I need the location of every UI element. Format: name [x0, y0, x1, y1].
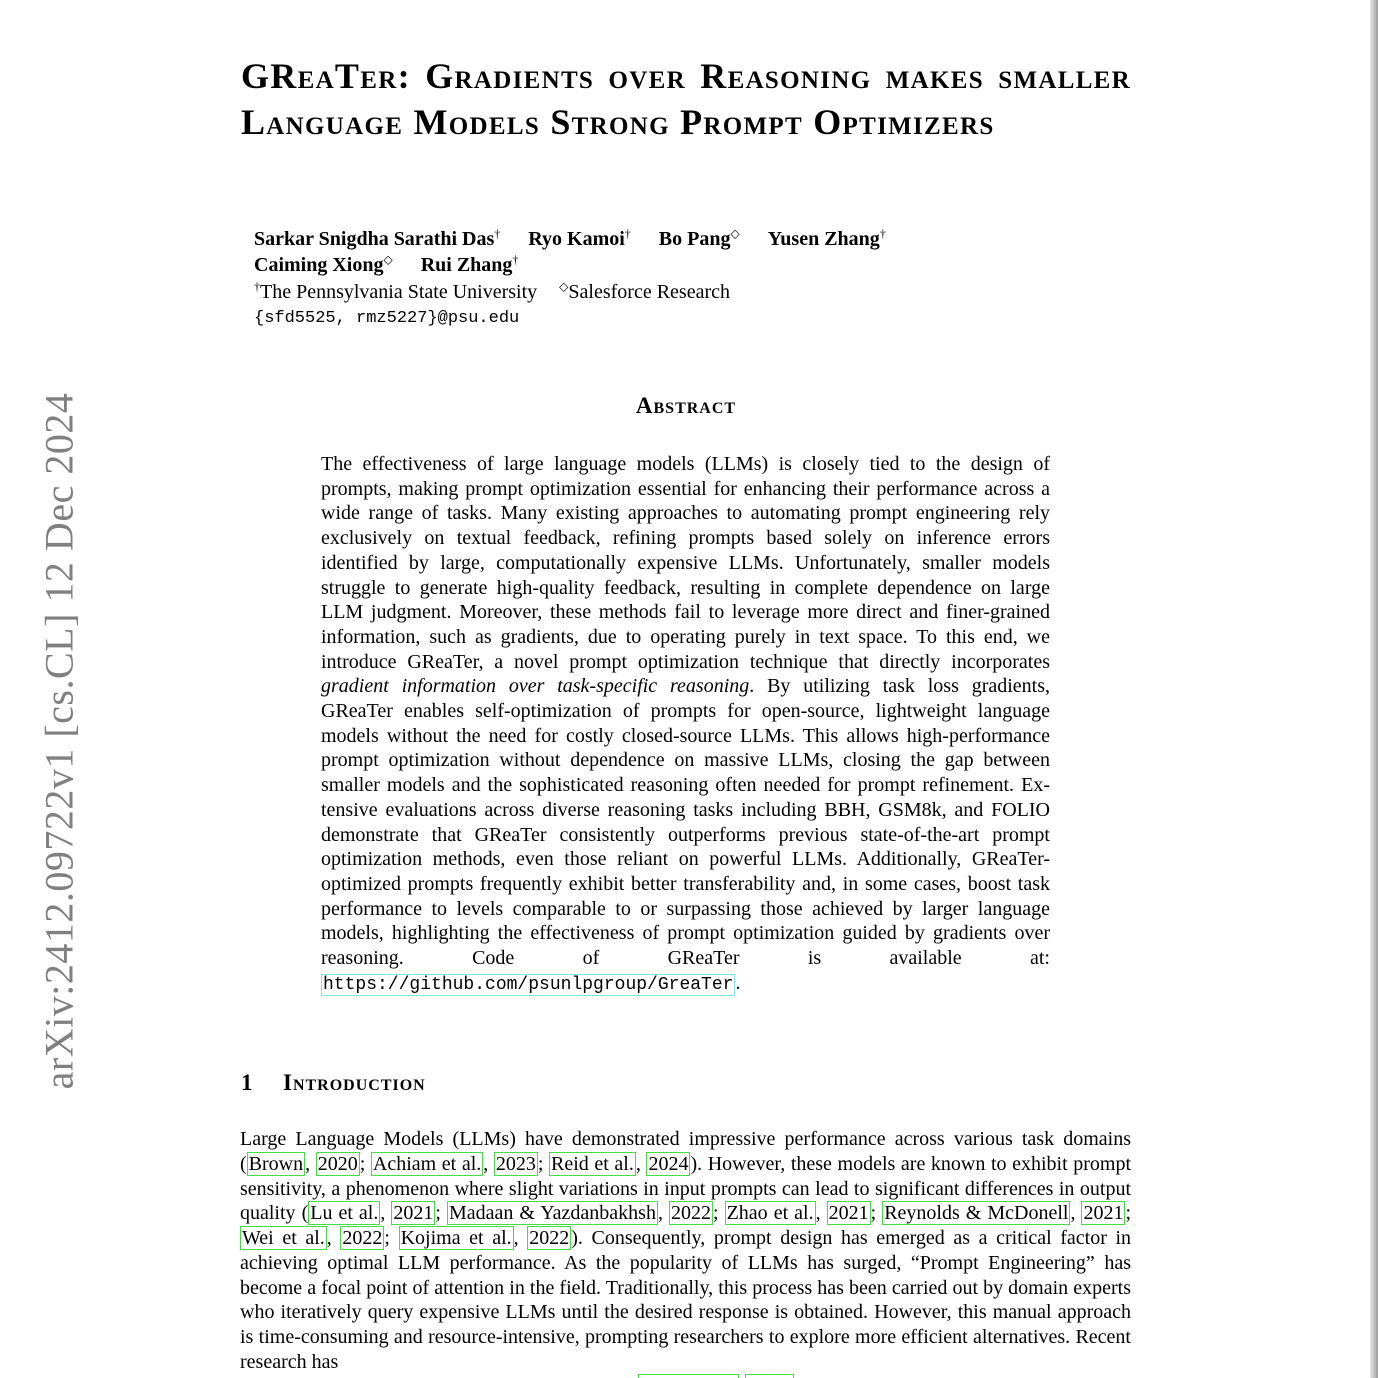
author: Ryo Kamoi† — [528, 226, 631, 250]
citation-link[interactable]: Reynolds & McDonell — [884, 1202, 1069, 1225]
page-right-edge — [1370, 0, 1378, 1378]
code-url-link[interactable]: https://github.com/psunlpgroup/GreaTer — [323, 974, 734, 995]
section-heading-introduction — [241, 1070, 426, 1096]
citation-link[interactable]: 2022 — [529, 1227, 570, 1249]
citation-link[interactable]: Reid et al. — [551, 1152, 634, 1175]
affiliation: The Pennsylvania State University — [260, 281, 538, 303]
section-number: 1 — [241, 1070, 254, 1095]
citation-link[interactable]: 2024 — [648, 1152, 689, 1175]
citation-link[interactable]: Achiam et al. — [372, 1152, 482, 1175]
abstract-emphasis: gradient information over task-specific reasoning — [321, 675, 750, 698]
arxiv-identifier[interactable]: arXiv:2412.09722v1 [cs.CL] 12 Dec 2024 — [36, 392, 82, 1090]
citation-link-clipped[interactable] — [745, 1374, 794, 1378]
clipped-citation-boxes — [0, 1374, 1378, 1378]
introduction-body: Large Language Models (LLMs) have demonstrated impressive performance across various task domains ( Brown , 2020 ; Achiam et al. , 2023 ; Reid et al. , 2024 ). However, these models are known to exhibit prompt sensitivity, a phenomenon where slight variations in input prompts can lead to significant differences in output quality ( Lu et al. , 2021 ; Madaan & Yazdanbakhsh , 2022 ; Zhao et al. , 2021 ; Reynolds & McDonell , 2021 ; Wei et al. , 2022 ; Kojima et al. , 2022 ). Consequently, prompt design has emerged as a critical factor in achieving optimal LLM performance. As the popularity of LLMs has surged, “Prompt Engineering” has become a focal point of attention in the field. Traditionally, this process has been carried out by domain experts who iteratively query expensive LLMs until the desired response is obtained. However, this manual approach is time-consuming and resource-intensive, prompting researchers to explore more efficient alternatives. Recent research has — [240, 1128, 1132, 1373]
citation-link-clipped[interactable] — [638, 1374, 739, 1378]
author: Yusen Zhang† — [767, 226, 886, 250]
abstract-heading: Abstract — [635, 393, 737, 418]
author: Rui Zhang† — [420, 252, 519, 276]
citation-link[interactable]: 2021 — [393, 1202, 434, 1225]
author: Bo Pang◇ — [658, 226, 740, 250]
author: Caiming Xiong◇ — [254, 252, 393, 276]
author-line-2 — [254, 252, 914, 278]
abstract-body: The effectiveness of large language models (LLMs) is closely tied to the design of prompts, making prompt optimization essential for enhancing their performance across a wide range of tasks. Many existing approaches to automating prompt engineering rely exclusively on textual feedback, refining prompts based solely on inference errors identified by large, computationally expensive LLMs. Unfortunately, smaller models struggle to generate high-quality feedback, resulting in complete dependence on large LLM judgment. Moreover, these methods fail to leverage more direct and finer-grained information, such as gradients, due to operating purely in text space. To this end, we introduce GReaTer, a novel prompt optimization technique that directly incorporates gradient information over task-specific reasoning. By utilizing task loss gradients, GReaTer enables self-optimization of prompts for open-source, lightweight language models without the need for costly closed-source LLMs. This allows high-performance prompt optimization without dependence on massive LLMs, closing the gap between smaller models and the sophisticated reasoning often needed for prompt refinement. Extensive evaluations across diverse reasoning tasks including BBH, GSM8k, and FOLIO demonstrate that GReaTer consistently outperforms previous state-of-the-art prompt optimization methods, even those reliant on powerful LLMs. Additionally, GReaTer-optimized prompts frequently exhibit better transferability and, in some cases, boost task performance to levels comparable to or surpassing those achieved by larger language models, highlighting the effectiveness of prompt optimization guided by gradients over reasoning. Code of GReaTer is available at: https://github.com/psunlpgroup/GreaTer . — [321, 453, 1051, 995]
citation-link[interactable]: 2022 — [342, 1227, 383, 1249]
citation-link[interactable]: Madaan & Yazdanbakhsh — [448, 1202, 656, 1225]
citation-link[interactable]: Brown — [248, 1152, 304, 1175]
citation-link[interactable]: Zhao et al. — [726, 1202, 814, 1225]
affiliations: †The Pennsylvania State University ◇Salesforce Research — [254, 279, 730, 303]
affiliation: Salesforce Research — [568, 281, 730, 303]
contact-email: {sfd5525, rmz5227}@psu.edu — [254, 309, 520, 328]
author-block — [254, 226, 914, 332]
citation-link[interactable]: 2022 — [671, 1202, 711, 1225]
author-line-1 — [254, 226, 914, 252]
author: Sarkar Snigdha Sarathi Das† — [254, 226, 501, 250]
paper-title: GReaTer: Gradients over Reasoning makes smaller Language Models Strong Prompt Optimizers — [241, 56, 1131, 142]
citation-link[interactable]: 2021 — [1083, 1202, 1124, 1225]
citation-link[interactable]: 2020 — [317, 1152, 358, 1175]
citation-link[interactable]: 2021 — [828, 1202, 869, 1225]
section-title: Introduction — [283, 1070, 426, 1095]
citation-link[interactable]: 2023 — [495, 1152, 536, 1175]
citation-link[interactable]: Wei et al. — [242, 1227, 325, 1249]
citation-link[interactable]: Lu et al. — [310, 1202, 379, 1225]
citation-link[interactable]: Kojima et al. — [400, 1227, 512, 1249]
